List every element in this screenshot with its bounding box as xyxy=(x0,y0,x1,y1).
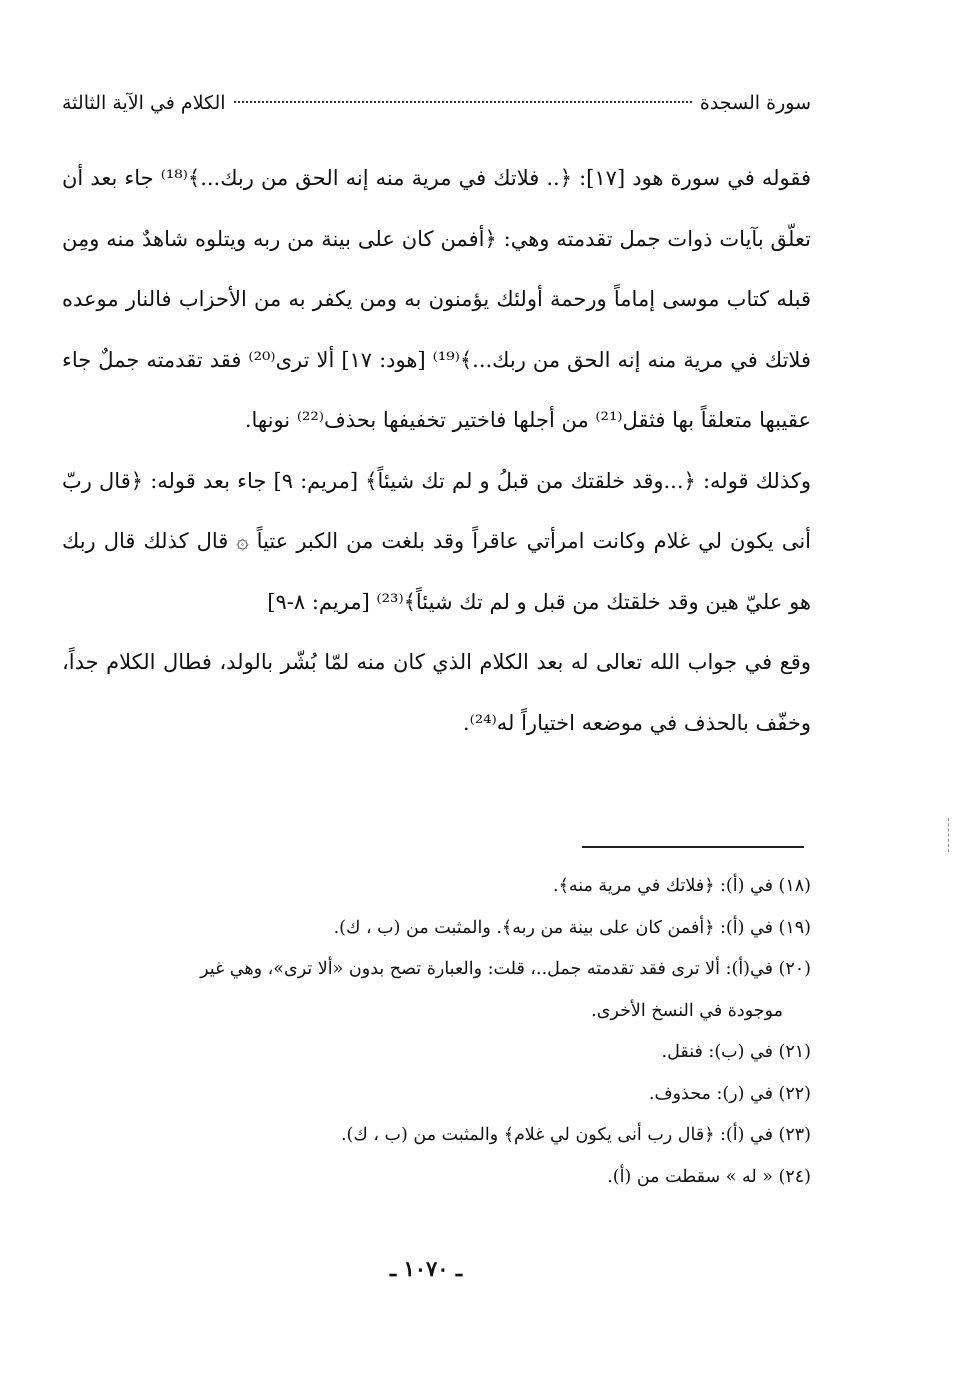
footnote-20: (٢٠) في(أ): ألا ترى فقد تقدمته جمل..، قلت: والعبارة تصح بدون «ألا ترى»، وهي غير xyxy=(200,959,811,979)
main-text xyxy=(62,148,811,753)
footnote-24: (٢٤) « له » سقطت من (أ). xyxy=(607,1166,811,1187)
header-leader-dots xyxy=(234,101,692,103)
page-number: ـ ١٠٧٠ ـ xyxy=(389,1256,463,1281)
running-header xyxy=(62,92,811,128)
scan-margin-mark xyxy=(948,818,951,852)
footnotes xyxy=(50,866,811,1198)
footnote-21: (٢١) في (ب): فنقل. xyxy=(661,1042,811,1062)
footnote-22: (٢٢) في (ر): محذوف. xyxy=(648,1083,811,1104)
footnote-19: (١٩) في (أ): ﴿أفمن كان على بينة من ربه﴾. والمثبت من (ب ، ك). xyxy=(333,917,811,938)
footnote-separator xyxy=(582,846,804,848)
footnote-23: (٢٣) في (أ): ﴿قال رب أنى يكون لي غلام﴾ والمثبت من (ب ، ك). xyxy=(340,1125,811,1145)
paragraph-2: وكذلك قوله: ﴿...وقد خلقتك من قبلُ و لم تك شيئاً﴾ [مريم: ٩] جاء بعد قوله: ﴿قال ربّ أنى يكون لي غلام وكانت امرأتي عاقراً وقد بلغت من الكبر عتياً ۞ قال كذلك قال ربك هو عليّ هين وقد خلقتك من قبل و لم تك شيئاً﴾⁽²³⁾ [مريم: ٨-٩] xyxy=(62,468,811,614)
section-title: الكلام في الآية الثالثة xyxy=(62,92,226,114)
footnote-20-continuation: موجودة في النسخ الأخرى. xyxy=(591,1000,783,1021)
chapter-title: سورة السجدة xyxy=(699,92,811,114)
paragraph-1: فقوله في سورة هود [١٧]: ﴿.. فلاتك في مرية منه إنه الحق من ربك...﴾⁽¹⁸⁾ جاء بعد أن تعلّق بآيات ذوات جمل تقدمته وهي: ﴿أفمن كان على بينة من ربه ويتلوه شاهدٌ منه ومِن قبله كتاب موسى إماماً ورحمة أولئك يؤمنون به ومن يكفر به من الأحزاب فالنار موعده فلاتك في مرية منه إنه الحق من ربك...﴾⁽¹⁹⁾ [هود: ١٧] ألا ترى⁽²⁰⁾ فقد تقدمته جملٌ جاء عقيبها متعلقاً بها فثقل⁽²¹⁾ من أجلها فاختير تخفيفها بحذف⁽²²⁾ نونها. xyxy=(62,166,812,432)
footnote-18: (١٨) في (أ): ﴿فلاتك في مرية منه﴾. xyxy=(553,876,811,896)
paragraph-3: وقع في جواب الله تعالى له بعد الكلام الذي كان منه لمّا بُشّر بالولد، فطال الكلام جداً، وخفّف بالحذف في موضعه اختياراً له⁽²⁴⁾. xyxy=(62,650,811,735)
